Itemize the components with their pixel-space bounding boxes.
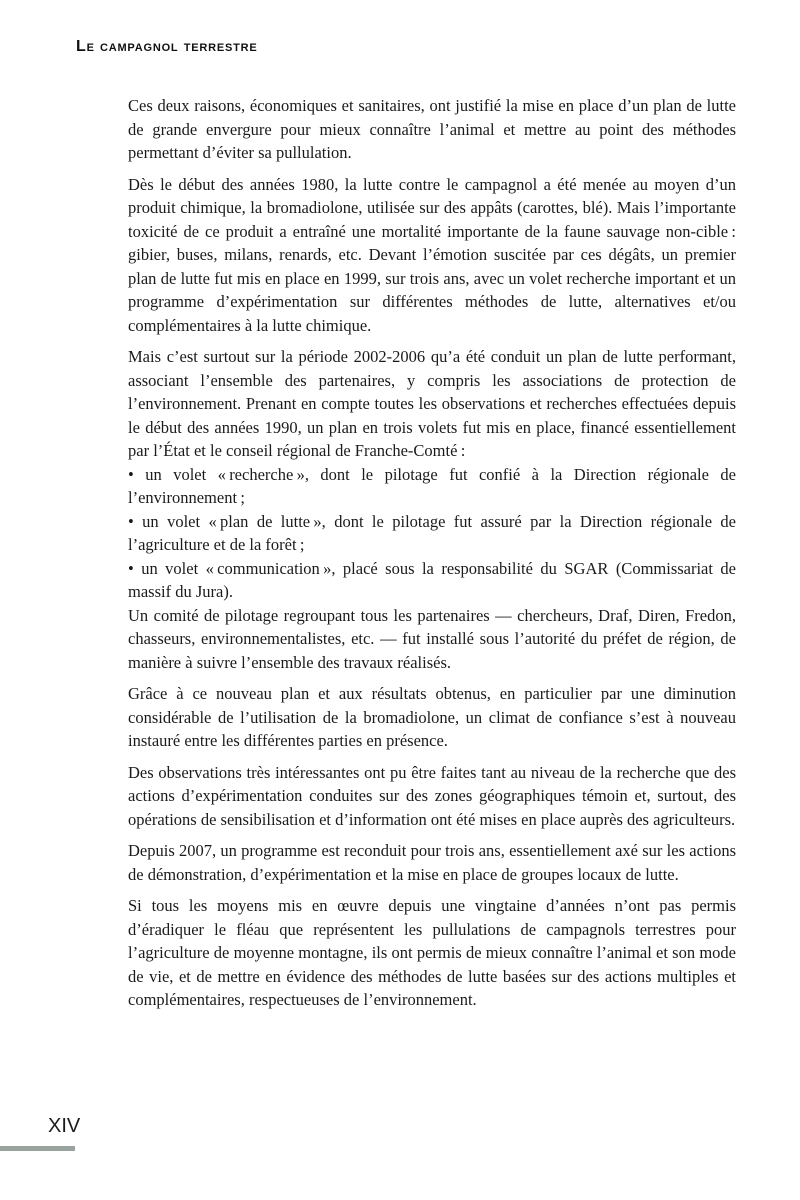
paragraph: Ces deux raisons, économiques et sanitaires, ont justifié la mise en place d’un plan de lutte de grande envergure pour mieux connaître l’animal et mettre au point des méthodes permettant d’éviter sa pullulation. <box>128 96 736 162</box>
running-header: Le campagnol terrestre <box>76 38 258 55</box>
paragraph: Grâce à ce nouveau plan et aux résultats obtenus, en particulier par une diminution considérable de l’utilisation de la bromadiolone, un climat de confiance s’est à nouveau instauré entre les différentes parties en présence. <box>128 684 736 750</box>
paragraph: Mais c’est surtout sur la période 2002-2006 qu’a été conduit un plan de lutte performant, associant l’ensemble des partenaires, y compris les associations de protection de l’environnement. Prenant en compte toutes les observations et recherches effectuées depuis le début des années 1990, un plan en trois volets fut mis en place, financé essentiellement par l’État et le conseil régional de Franche-Comté : <box>128 347 736 460</box>
paragraph: Un comité de pilotage regroupant tous les partenaires — chercheurs, Draf, Diren, Fredon, chasseurs, environnementalistes, etc. — fut installé sous l’autorité du préfet de région, de manière à suivre l’ensemble des travaux réalisés. <box>128 605 736 672</box>
paragraph: Dès le début des années 1980, la lutte contre le campagnol a été menée au moyen d’un produit chimique, la bromadiolone, utilisée sur des appâts (carottes, blé). Mais l’importante toxicité de ce produit a entraîné une mortalité importante de la faune sauvage non-cible : gibier, buses, milans, renards, etc. Devant l’émotion suscitée par ces dégâts, un premier plan de lutte fut mis en place en 1999, sur trois ans, avec un volet recherche important et un programme d’expérimentation sur différentes méthodes de lutte, alternatives et/ou complémentaires à la lutte chimique. <box>128 174 736 335</box>
bullet-item: • un volet « communication », placé sous la responsabilité du SGAR (Commissariat de massif du Jura). <box>128 558 736 601</box>
footer-bar-decoration <box>0 1146 75 1151</box>
paragraph: Des observations très intéressantes ont pu être faites tant au niveau de la recherche que des actions d’expérimentation conduites sur des zones géographiques témoin et, surtout, des opérations de sensibilisation et d’information ont été mises en place auprès des agriculteurs. <box>128 762 736 829</box>
body-text <box>128 94 736 1020</box>
bullet-item: • un volet « recherche », dont le pilotage fut confié à la Direction régionale de l’environnement ; <box>128 464 736 507</box>
paragraph: Depuis 2007, un programme est reconduit pour trois ans, essentiellement axé sur les actions de démonstration, d’expérimentation et la mise en place de groupes locaux de lutte. <box>128 841 736 884</box>
bullet-item: • un volet « plan de lutte », dont le pilotage fut assuré par la Direction régionale de l’agriculture et de la forêt ; <box>128 511 736 554</box>
paragraph: Si tous les moyens mis en œuvre depuis une vingtaine d’années n’ont pas permis d’éradiquer le fléau que représentent les pullulations de campagnols terrestres pour l’agriculture de moyenne montagne, ils ont permis de mieux connaître l’animal et son mode de vie, et de mettre en évidence des méthodes de lutte basées sur des actions multiples et complémentaires, respectueuses de l’environnement. <box>128 896 736 1009</box>
page-number: XIV <box>48 1115 81 1137</box>
